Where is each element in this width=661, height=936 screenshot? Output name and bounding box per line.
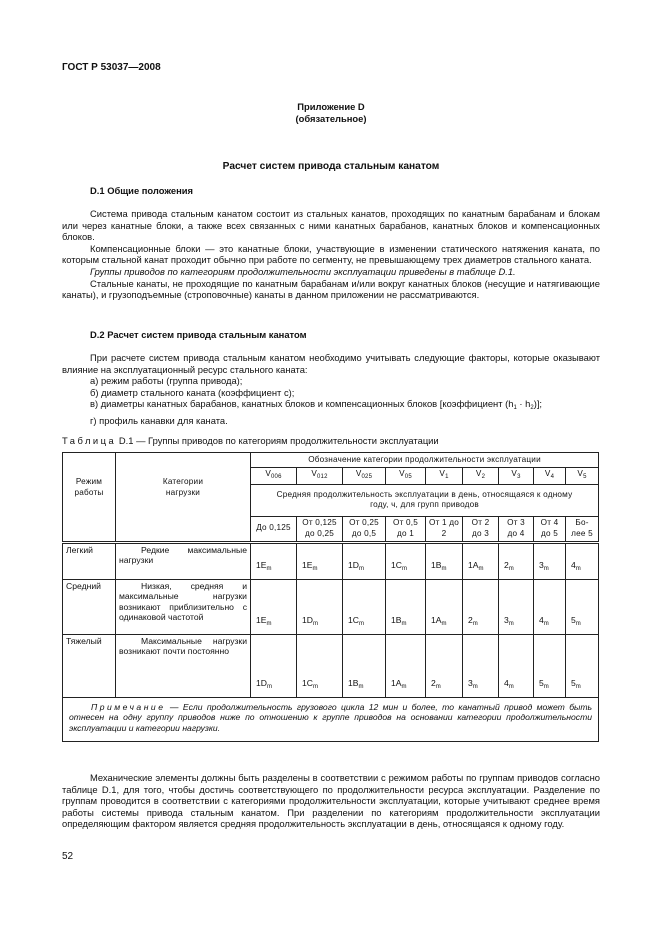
category-cell: Редкие максимальные нагрузки — [116, 542, 251, 579]
drive-group-cell: $1A_m$ — [426, 579, 463, 634]
drive-group-cell: $3_m$ — [499, 579, 534, 634]
drive-group-cell: $4_m$ — [534, 579, 566, 634]
standard-number: ГОСТ Р 53037—2008 — [62, 62, 161, 73]
v-category-header: $V_{05}$ — [386, 468, 426, 485]
v-category-header: $V_{012}$ — [297, 468, 343, 485]
section-d1-body — [62, 208, 600, 301]
drive-group-cell: $1B_m$ — [386, 579, 426, 634]
appendix-title: Приложение D — [297, 101, 365, 112]
appendix-status: (обязательное) — [295, 113, 367, 124]
table-caption: Таблица D.1 — Группы приводов по категориям продолжительности эксплуатации — [62, 435, 439, 446]
list-item: в) диаметры канатных барабанов, канатных блоков и компенсационных блоков [коэффициент $(h_1 \cdot h_2)$]; — [90, 398, 543, 412]
category-cell: Максимальные нагрузки возникают почти постоянно — [116, 634, 251, 697]
drive-group-cell: $2_m$ — [426, 634, 463, 697]
drive-group-cell: $2_m$ — [499, 542, 534, 579]
section-d2-heading: D.2 Расчет систем привода стальным канатом — [90, 329, 307, 340]
drive-group-cell: $1B_m$ — [426, 542, 463, 579]
drive-group-cell: $1C_m$ — [386, 542, 426, 579]
v-category-header: $V_3$ — [499, 468, 534, 485]
duration-range: От 4 до 5 — [534, 516, 566, 542]
table-row — [63, 634, 599, 697]
drive-group-cell: $1D_m$ — [343, 542, 386, 579]
group-header: Обозначение категории продолжительности эксплуатации — [251, 453, 599, 468]
mode-cell: Средний — [63, 579, 116, 634]
duration-range: От 0,5 до 1 — [386, 516, 426, 542]
drive-group-cell: $5_m$ — [566, 579, 599, 634]
list-item: б) диаметр стального каната (коэффициент с); — [90, 386, 295, 398]
drive-group-cell: $1C_m$ — [343, 579, 386, 634]
drive-group-cell: $3_m$ — [463, 634, 499, 697]
table-row — [63, 579, 599, 634]
v-category-header: $V_5$ — [566, 468, 599, 485]
duration-range: От 3 до 4 — [499, 516, 534, 542]
paragraph: Компенсационные блоки — это канатные блоки, участвующие в изменении статического натяжения каната, по которым стальной канат проходит обычно при работе по сегменту, не превышающему трех диаметров стального каната. — [62, 242, 600, 266]
list-item: а) режим работы (группа привода); — [90, 375, 243, 387]
paragraph: Система привода стальным канатом состоит из стальных канатов, проходящих по канатным барабанам и блокам или через канатные блоки, а также всех связанных с ними канатных барабанов, канатных блоков и компенсационных блоков. — [62, 208, 600, 243]
drive-group-cell: $2_m$ — [463, 579, 499, 634]
duration-range: От 2 до 3 — [463, 516, 499, 542]
page-number: 52 — [62, 851, 74, 862]
closing-paragraph: Механические элементы должны быть разделены в соответствии с режимом работы по группам приводов согласно таблице D.1, для того, чтобы достичь соответствующего по продолжительности ресурса эксплуатации. Разделение по группам проводится в соответствии с категориями продолжительности эксплуатации, которые учитывают среднее время работы системы привода стальным канатом. При разделении по категориям продолжительности эксплуатации определяющим фактором является средняя продолжительность эксплуатации в день, относящаяся к одному году. — [62, 772, 600, 830]
category-cell: Низкая, средняя и максимальные нагрузки возникают приблизительно с одинаковой частотой — [116, 579, 251, 634]
duration-range: От 1 до 2 — [426, 516, 463, 542]
drive-group-cell: $3_m$ — [534, 542, 566, 579]
paragraph: При расчете систем привода стальным канатом необходимо учитывать следующие факторы, которые оказывают влияние на эксплуатационный ресурс стального каната: — [62, 352, 600, 375]
duration-range: До 0,125 — [251, 516, 297, 542]
paragraph: Группы приводов по категориям продолжительности эксплуатации приведены в таблице D.1. — [90, 265, 516, 277]
table-note-row — [63, 697, 599, 741]
duration-header: Средняя продолжительность эксплуатации в день, относящаяся к одному году, ч, для групп приводов — [251, 484, 599, 516]
mode-cell: Тяжелый — [63, 634, 116, 697]
drive-groups-table — [62, 452, 599, 742]
duration-range: От 0,125 до 0,25 — [297, 516, 343, 542]
document-title: Расчет систем привода стальным канатом — [222, 161, 440, 172]
v-category-header: $V_4$ — [534, 468, 566, 485]
table-row — [63, 542, 599, 579]
drive-group-cell: $4_m$ — [566, 542, 599, 579]
drive-group-cell: $1D_m$ — [297, 579, 343, 634]
drive-group-cell: $1C_m$ — [297, 634, 343, 697]
duration-range: От 0,25 до 0,5 — [343, 516, 386, 542]
drive-group-cell: $4_m$ — [499, 634, 534, 697]
v-category-header: $V_2$ — [463, 468, 499, 485]
section-d2-body — [62, 352, 600, 427]
drive-group-cell: $1A_m$ — [463, 542, 499, 579]
drive-group-cell: $5_m$ — [534, 634, 566, 697]
list-item: г) профиль канавки для каната. — [90, 414, 228, 426]
duration-range: Бо-лее 5 — [566, 516, 599, 542]
mode-cell: Легкий — [63, 542, 116, 579]
drive-group-cell: $1B_m$ — [343, 634, 386, 697]
drive-group-cell: $1A_m$ — [386, 634, 426, 697]
section-d1-heading: D.1 Общие положения — [90, 185, 193, 196]
drive-group-cell: $1E_m$ — [251, 542, 297, 579]
v-category-header: $V_{025}$ — [343, 468, 386, 485]
drive-group-cell: $1E_m$ — [297, 542, 343, 579]
drive-group-cell: $1E_m$ — [251, 579, 297, 634]
paragraph: Стальные канаты, не проходящие по канатным барабанам и/или вокруг канатных блоков (несущие и натягивающие канаты), и грузоподъемные (строповочные) канаты в данном приложении не рассматриваются. — [62, 277, 600, 301]
v-category-header: $V_{006}$ — [251, 468, 297, 485]
drive-group-cell: $1D_m$ — [251, 634, 297, 697]
v-category-header: $V_1$ — [426, 468, 463, 485]
column-header-category: Категории нагрузки — [116, 453, 251, 543]
drive-group-cell: $5_m$ — [566, 634, 599, 697]
column-header-mode: Режим работы — [63, 453, 116, 543]
table-note: Примечание — Если продолжительность грузового цикла 12 мин и более, то канатный привод может быть отнесен на одну группу приводов ниже по отношению к группе приводов на основании категории продолжительности эксплуатации и категории нагрузки. — [63, 697, 599, 741]
